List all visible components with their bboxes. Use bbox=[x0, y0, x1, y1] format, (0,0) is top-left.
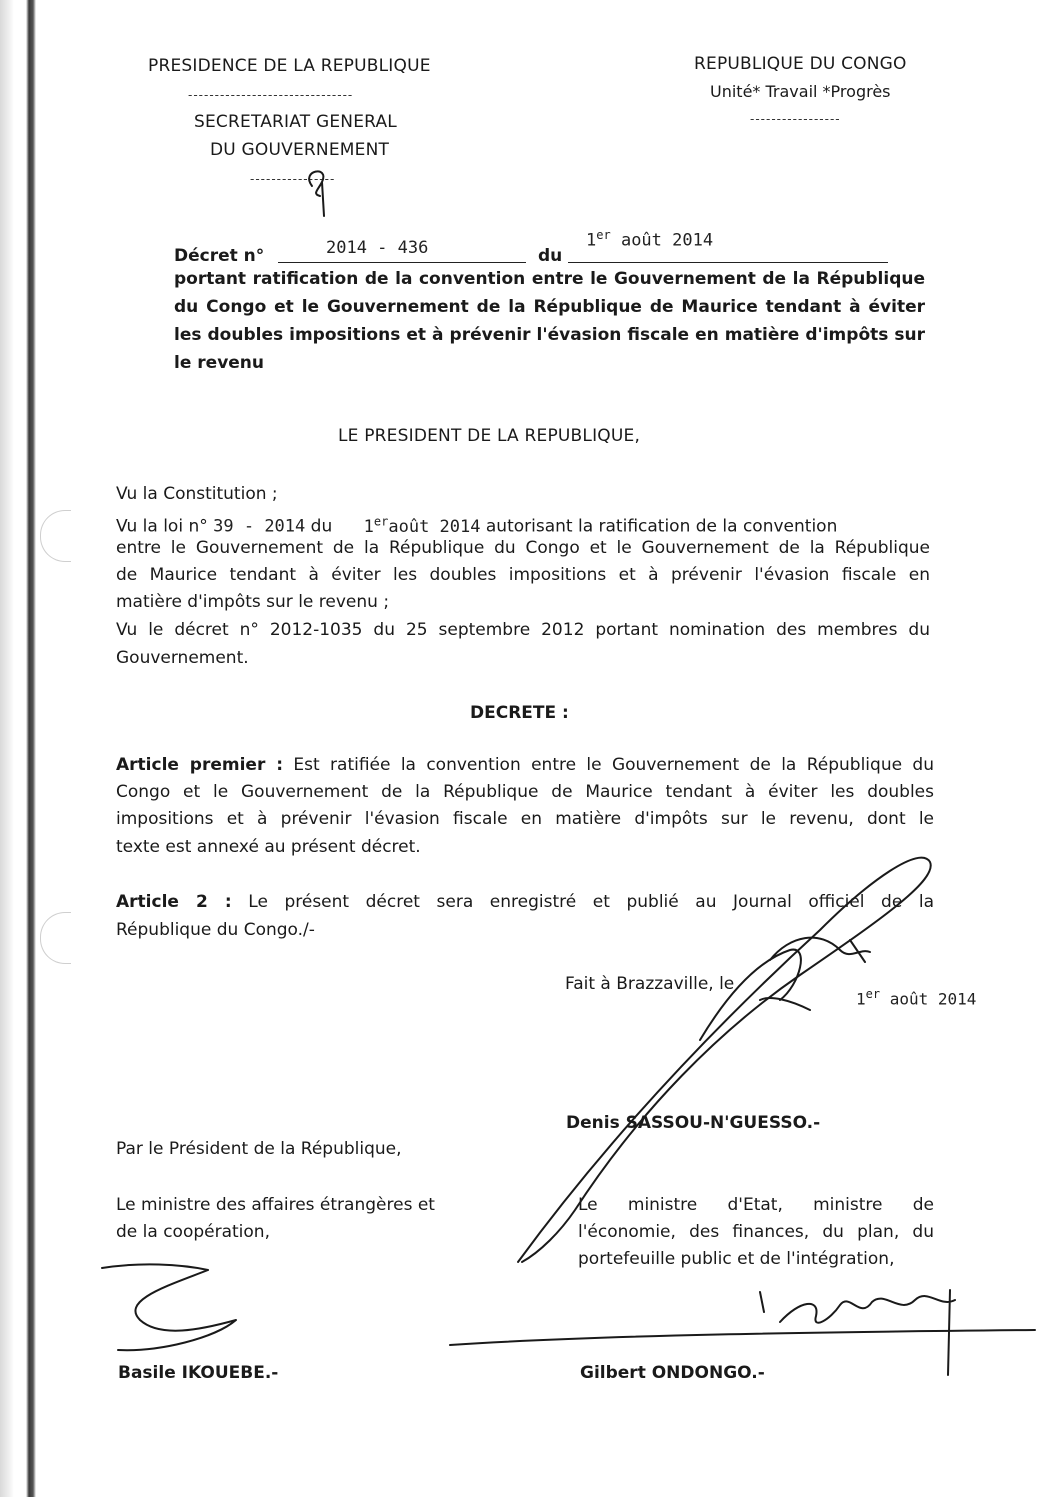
article-1-line-4: texte est annexé au présent décret. bbox=[116, 837, 421, 857]
minister-right-title-2: l'économie, des finances, du plan, du bbox=[578, 1222, 934, 1242]
header-separator-2: ---------------- bbox=[250, 172, 336, 186]
minister-right-name: Gilbert ONDONGO.- bbox=[580, 1363, 765, 1383]
article-1-line-2: Congo et le Gouvernement de la République de Maurice tendant à éviter les doubles bbox=[116, 782, 934, 802]
decree-subject-3: les doubles impositions et à prévenir l'évasion fiscale en matière d'impôts sur bbox=[174, 325, 925, 345]
header-separator: ------------------------------- bbox=[188, 88, 354, 102]
header-republique: REPUBLIQUE DU CONGO bbox=[694, 54, 907, 74]
minister-left-title-2: de la coopération, bbox=[116, 1222, 270, 1242]
header-secretariat: SECRETARIAT GENERAL bbox=[194, 112, 397, 132]
fait-date: 1er août 2014 bbox=[856, 987, 977, 1009]
left-minister-signature bbox=[102, 1264, 236, 1350]
visa-line-5: matière d'impôts sur le revenu ; bbox=[116, 592, 390, 612]
article-2-line-1: Article 2 : Le présent décret sera enregistré et publié au Journal officiel de la bbox=[116, 892, 934, 912]
decree-subject-4: le revenu bbox=[174, 353, 265, 373]
decree-number-underline bbox=[278, 262, 526, 263]
president-heading: LE PRESIDENT DE LA REPUBLIQUE, bbox=[338, 426, 641, 446]
scan-binding-edge bbox=[0, 0, 40, 1497]
right-signature-baseline bbox=[450, 1330, 1035, 1345]
minister-right-title-1: Le ministre d'Etat, ministre de bbox=[578, 1195, 934, 1215]
header-motto: Unité* Travail *Progrès bbox=[710, 82, 891, 101]
decree-prefix: Décret n° bbox=[174, 246, 265, 266]
par-le-president: Par le Président de la République, bbox=[116, 1139, 402, 1159]
visa-decret: Vu le décret n° 2012-1035 du 25 septembre 2012 portant nomination des membres du bbox=[116, 620, 930, 640]
minister-right-title-3: portefeuille public et de l'intégration, bbox=[578, 1249, 895, 1269]
decree-subject-2: du Congo et le Gouvernement de la République de Maurice tendant à éviter bbox=[174, 297, 925, 317]
minister-left-title-1: Le ministre des affaires étrangères et bbox=[116, 1195, 435, 1215]
minister-left-name: Basile IKOUEBE.- bbox=[118, 1363, 279, 1383]
header-gouvernement: DU GOUVERNEMENT bbox=[210, 140, 390, 160]
visa-line-3: entre le Gouvernement de la République du Congo et le Gouvernement de la République bbox=[116, 538, 930, 558]
decree-date-underline bbox=[568, 262, 888, 263]
decree-date: 1er août 2014 bbox=[586, 228, 714, 251]
article-2-line-2: République du Congo./- bbox=[116, 920, 315, 940]
right-minister-signature bbox=[760, 1290, 955, 1375]
visa-constitution: Vu la Constitution ; bbox=[116, 484, 278, 504]
decree-subject-1: portant ratification de la convention entre le Gouvernement de la République bbox=[174, 269, 925, 289]
punch-hole bbox=[40, 912, 71, 964]
decree-du: du bbox=[538, 246, 563, 266]
visa-loi: Vu la loi n° 39 - 2014 du 1eraoût 2014 autorisant la ratification de la convention bbox=[116, 514, 838, 537]
decree-number: 2014 - 436 bbox=[326, 238, 429, 258]
header-presidence: PRESIDENCE DE LA REPUBLIQUE bbox=[148, 56, 431, 76]
article-1-line-3: impositions et à prévenir l'évasion fiscale en matière d'impôts sur le revenu, dont le bbox=[116, 809, 934, 829]
header-right-separator: ----------------- bbox=[750, 112, 841, 126]
president-name: Denis SASSOU-N'GUESSO.- bbox=[566, 1113, 821, 1133]
visa-line-7: Gouvernement. bbox=[116, 648, 249, 668]
punch-hole bbox=[40, 510, 71, 562]
decrete-heading: DECRETE : bbox=[470, 703, 569, 723]
visa-line-4: de Maurice tendant à éviter les doubles impositions et à prévenir l'évasion fiscale en bbox=[116, 565, 930, 585]
article-1-line-1: Article premier : Est ratifiée la convention entre le Gouvernement de la République du bbox=[116, 755, 934, 775]
fait-a-brazzaville: Fait à Brazzaville, le bbox=[565, 974, 735, 994]
